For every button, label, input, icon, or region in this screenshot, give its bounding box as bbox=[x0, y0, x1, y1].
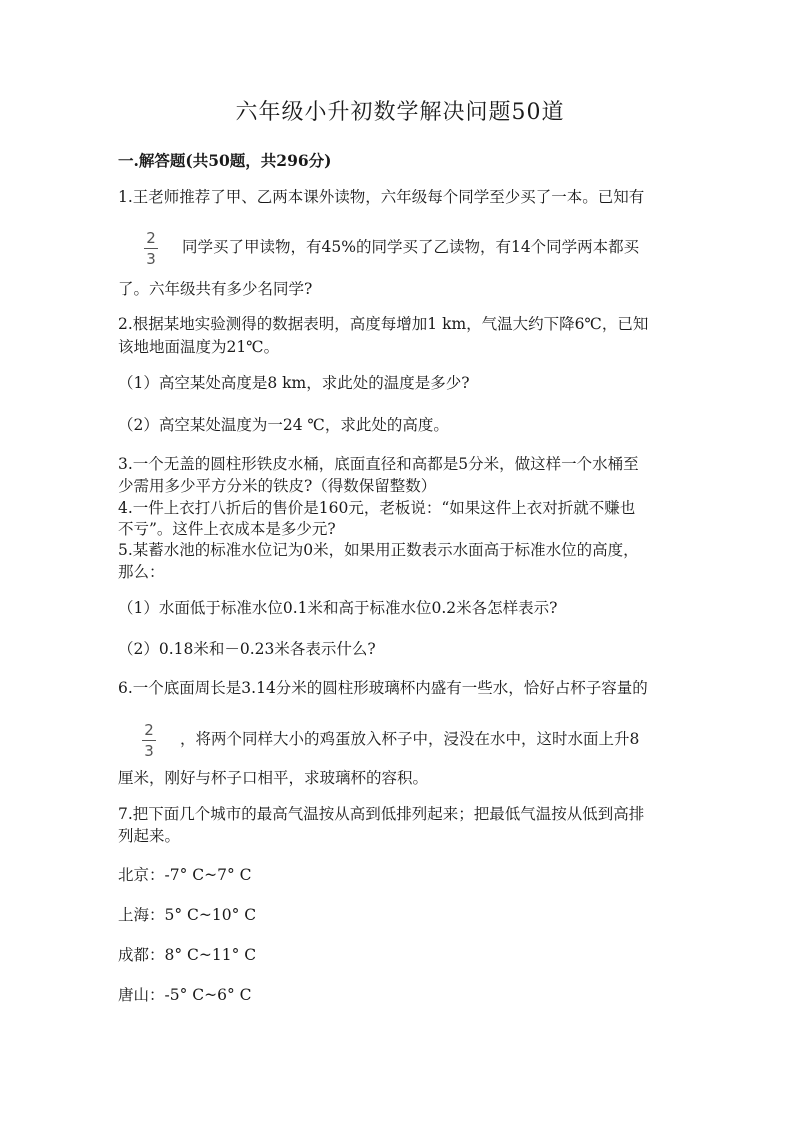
q2-sub1: （1）高空某处高度是8 km，求此处的温度是多少? bbox=[118, 374, 470, 392]
q4-line1: 4.一件上衣打八折后的售价是160元，老板说：“如果这件上衣对折就不赚也 bbox=[118, 499, 636, 517]
city-shanghai: 上海：5° C~10° C bbox=[118, 906, 257, 924]
fraction-numerator: 2 bbox=[146, 229, 156, 247]
q6-fraction bbox=[141, 723, 157, 759]
q2-sub2: （2）高空某处温度为一24 ℃，求此处的高度。 bbox=[118, 416, 449, 434]
q3-line2: 少需用多少平方分米的铁皮?（得数保留整数） bbox=[118, 477, 437, 495]
q5-sub1: （1）水面低于标准水位0.1米和高于标准水位0.2米各怎样表示? bbox=[118, 599, 558, 617]
fraction-numerator: 2 bbox=[144, 721, 154, 739]
q2-line1: 2.根据某地实验测得的数据表明，高度每增加1 km，气温大约下降6℃，已知 bbox=[118, 315, 649, 333]
city-beijing: 北京：-7° C~7° C bbox=[118, 866, 252, 884]
q2-line2: 该地地面温度为21℃。 bbox=[118, 338, 280, 356]
q5-sub2: （2）0.18米和－0.23米各表示什么? bbox=[118, 640, 376, 658]
q4-line2: 不亏”。这件上衣成本是多少元? bbox=[118, 520, 336, 538]
city-chengdu: 成都：8° C~11° C bbox=[118, 946, 257, 964]
page-title: 六年级小升初数学解决问题50道 bbox=[235, 100, 565, 125]
q1-fraction bbox=[143, 231, 159, 267]
fraction-denominator: 3 bbox=[144, 742, 154, 760]
q6-line1: 6.一个底面周长是3.14分米的圆柱形玻璃杯内盛有一些水，恰好占杯子容量的 bbox=[118, 679, 648, 697]
q6-line2: ，将两个同样大小的鸡蛋放入杯子中，浸没在水中，这时水面上升8 bbox=[180, 730, 640, 748]
q1-line1: 1.王老师推荐了甲、乙两本课外读物，六年级每个同学至少买了一本。已知有 bbox=[118, 188, 645, 206]
q7-line1: 7.把下面几个城市的最高气温按从高到低排列起来；把最低气温按从低到高排 bbox=[118, 805, 645, 823]
city-tangshan: 唐山：-5° C~6° C bbox=[118, 986, 252, 1004]
q6-line3: 厘米，刚好与杯子口相平，求玻璃杯的容积。 bbox=[118, 769, 429, 787]
q5-line2: 那么： bbox=[118, 563, 165, 581]
q7-line2: 列起来。 bbox=[118, 827, 181, 845]
q3-line1: 3.一个无盖的圆柱形铁皮水桶，底面直径和高都是5分米，做这样一个水桶至 bbox=[118, 455, 639, 473]
section-heading: 一.解答题(共50题，共296分) bbox=[118, 151, 332, 170]
q1-line2: 同学买了甲读物，有45%的同学买了乙读物，有14个同学两本都买 bbox=[182, 238, 640, 256]
fraction-denominator: 3 bbox=[146, 250, 156, 268]
q5-line1: 5.某蓄水池的标准水位记为0米，如果用正数表示水面高于标准水位的高度， bbox=[118, 541, 639, 559]
q1-line3: 了。六年级共有多少名同学? bbox=[118, 280, 313, 298]
